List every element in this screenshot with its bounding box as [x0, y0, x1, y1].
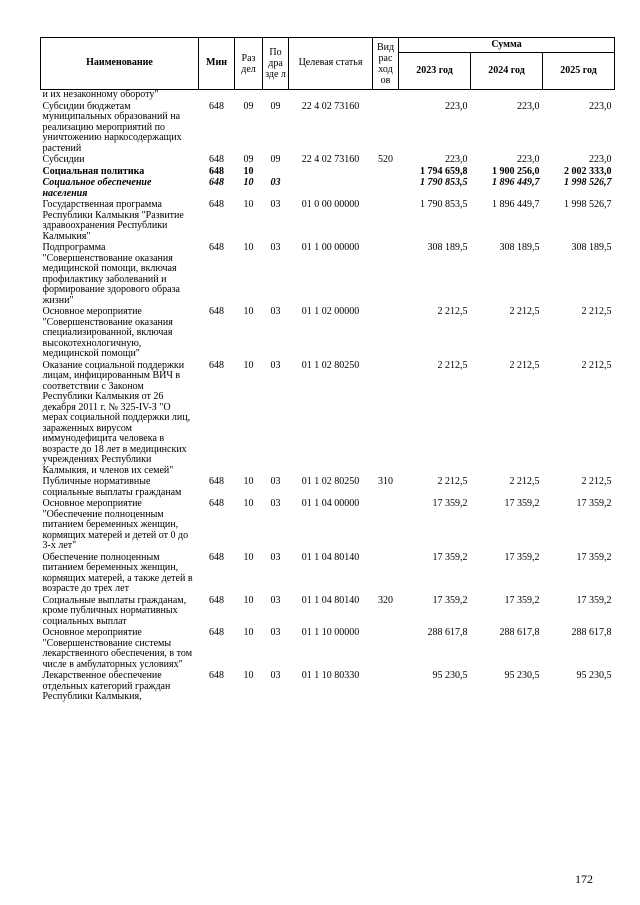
cell-2025 [543, 90, 615, 102]
cell-target: 01 1 04 80140 [301, 551, 360, 563]
cell-2024: 17 359,2 [504, 594, 540, 606]
cell-min: 648 [209, 177, 224, 188]
table-row [41, 596, 615, 629]
cell-vid [373, 671, 399, 704]
cell-target: 01 0 00 00000 [301, 199, 360, 210]
cell-vid [373, 499, 399, 553]
cell-target: 01 1 04 00000 [301, 498, 360, 509]
table-row [41, 671, 615, 704]
cell-vid [373, 553, 399, 596]
table-row [41, 477, 615, 499]
cell-target: 22 4 02 73160 [301, 154, 360, 165]
cell-target: 01 1 02 00000 [301, 306, 360, 317]
cell-target: 01 1 02 80250 [301, 476, 360, 487]
cell-target: 01 1 10 80330 [301, 670, 360, 681]
cell-2023: 1 790 853,5 [420, 199, 468, 210]
cell-razdel: 10 [243, 199, 254, 210]
cell-2025: 1 998 526,7 [564, 177, 612, 188]
cell-2025: 17 359,2 [576, 551, 612, 563]
cell-podrazdel: 03 [270, 199, 281, 210]
cell-2023: 17 359,2 [432, 594, 468, 606]
cell-2023: 223,0 [445, 100, 468, 112]
cell-podrazdel: 03 [270, 242, 281, 253]
cell-razdel: 09 [243, 154, 254, 165]
table-row [41, 178, 615, 200]
cell-podrazdel [263, 90, 289, 102]
cell-vid [373, 167, 399, 179]
cell-podrazdel: 03 [270, 359, 281, 371]
cell-razdel: 10 [243, 306, 254, 317]
cell-2023 [399, 90, 471, 102]
cell-target: 22 4 02 73160 [301, 100, 360, 112]
cell-2024: 17 359,2 [504, 551, 540, 563]
cell-min: 648 [209, 306, 224, 317]
cell-2025: 2 212,5 [581, 476, 612, 487]
cell-target: 01 1 04 80140 [301, 594, 360, 606]
cell-min: 648 [209, 627, 224, 638]
cell-vid: 520 [378, 154, 393, 165]
cell-razdel: 10 [243, 242, 254, 253]
header-podrazdel: По дра зде л [263, 38, 289, 90]
cell-2023: 288 617,8 [427, 627, 468, 638]
cell-2023: 95 230,5 [432, 670, 468, 681]
budget-table-page [40, 37, 614, 704]
table-row [41, 243, 615, 307]
cell-podrazdel: 03 [270, 177, 281, 188]
cell-razdel: 10 [243, 476, 254, 487]
header-vid: Вид рас ход ов [373, 38, 399, 90]
cell-2023: 2 212,5 [437, 476, 468, 487]
cell-2023: 1 790 853,5 [420, 177, 468, 188]
table-header [41, 38, 615, 90]
header-sum: Сумма [399, 38, 615, 53]
cell-2025: 2 212,5 [581, 359, 612, 371]
table-row [41, 155, 615, 167]
header-year-2025: 2025 год [543, 53, 615, 90]
cell-razdel: 10 [243, 498, 254, 509]
cell-2024: 288 617,8 [499, 627, 540, 638]
cell-vid [373, 361, 399, 478]
cell-name: Социальные выплаты гражданам, кроме публичных нормативных социальных выплат [42, 594, 187, 627]
cell-razdel: 09 [243, 100, 254, 112]
cell-2025: 2 212,5 [581, 306, 612, 317]
cell-podrazdel: 03 [270, 594, 281, 606]
cell-min: 648 [209, 199, 224, 210]
cell-name: Публичные нормативные социальные выплаты гражданам [42, 476, 182, 498]
cell-vid [373, 178, 399, 200]
header-razdel: Раз дел [235, 38, 263, 90]
table-row [41, 200, 615, 243]
header-target: Целевая статья [289, 38, 373, 90]
cell-2024: 308 189,5 [499, 242, 540, 253]
cell-razdel: 10 [243, 670, 254, 681]
cell-name: Государственная программа Республики Калмыкия "Развитие здравоохранения Республики Калмыкия" [42, 199, 184, 242]
cell-vid [373, 90, 399, 102]
cell-vid [373, 200, 399, 243]
cell-razdel: 10 [243, 359, 254, 371]
cell-min [199, 90, 235, 102]
table-row [41, 361, 615, 478]
cell-podrazdel: 03 [270, 498, 281, 509]
cell-2023: 17 359,2 [432, 498, 468, 509]
cell-podrazdel: 03 [270, 627, 281, 638]
cell-min: 648 [209, 551, 224, 563]
cell-name: Подпрограмма "Совершенствование оказания медицинской помощи, включая профилактику заболеваний и формирование здорового образа жизни" [42, 242, 180, 306]
cell-razdel: 10 [243, 165, 254, 177]
cell-vid [373, 628, 399, 671]
cell-min: 648 [209, 476, 224, 487]
cell-2025: 1 998 526,7 [564, 199, 612, 210]
cell-min: 648 [209, 165, 224, 177]
cell-target: 01 1 10 00000 [301, 627, 360, 638]
cell-name: Субсидии бюджетам муниципальных образований на реализацию мероприятий по уничтожению наркосодержащих растений [42, 100, 182, 154]
cell-razdel: 10 [243, 551, 254, 563]
header-year-2023: 2023 год [399, 53, 471, 90]
cell-podrazdel: 03 [270, 670, 281, 681]
table-row [41, 553, 615, 596]
cell-min: 648 [209, 670, 224, 681]
cell-name: Обеспечение полноценным питанием беременных женщин, кормящих матерей, а также детей в возрасте до трех лет [42, 551, 193, 594]
cell-razdel: 10 [243, 627, 254, 638]
header-year-2024: 2024 год [471, 53, 543, 90]
cell-target [289, 178, 373, 200]
page-number: 172 [575, 872, 593, 886]
cell-name: и их незаконному обороту" [42, 89, 159, 100]
cell-2023: 308 189,5 [427, 242, 468, 253]
header-name: Наименование [41, 38, 199, 90]
cell-razdel: 10 [243, 177, 254, 188]
cell-podrazdel: 09 [270, 154, 281, 165]
budget-table [40, 37, 615, 704]
cell-2024: 1 896 449,7 [492, 177, 540, 188]
table-row [41, 102, 615, 156]
cell-podrazdel: 03 [270, 306, 281, 317]
cell-2025: 223,0 [589, 100, 612, 112]
cell-2023: 17 359,2 [432, 551, 468, 563]
cell-podrazdel: 03 [270, 551, 281, 563]
cell-2025: 308 189,5 [571, 242, 612, 253]
cell-2024: 223,0 [517, 100, 540, 112]
cell-2024: 223,0 [517, 154, 540, 165]
cell-name: Основное мероприятие "Совершенствование оказания специализированной, включая высокотехнологичную, медицинской помощи" [42, 306, 173, 359]
table-row [41, 628, 615, 671]
cell-2025: 17 359,2 [576, 594, 612, 606]
cell-min: 648 [209, 100, 224, 112]
cell-2024: 17 359,2 [504, 498, 540, 509]
cell-2024: 2 212,5 [509, 306, 540, 317]
cell-vid [373, 307, 399, 361]
cell-vid [373, 243, 399, 307]
cell-2023: 223,0 [445, 154, 468, 165]
cell-2024: 2 212,5 [509, 359, 540, 371]
cell-min: 648 [209, 594, 224, 606]
cell-2024: 95 230,5 [504, 670, 540, 681]
cell-name: Основное мероприятие "Обеспечение полноценным питанием беременных женщин, кормящих матерей и детей от 0 до 3-х лет" [42, 498, 189, 551]
cell-2023: 2 212,5 [437, 306, 468, 317]
table-body [41, 90, 615, 704]
cell-name: Основное мероприятие "Совершенствование системы лекарственного обеспечения, в том числе в амбулаторных условиях" [42, 627, 193, 670]
cell-name: Лекарственное обеспечение отдельных категорий граждан Республики Калмыкия, [42, 670, 171, 702]
cell-2025: 223,0 [589, 154, 612, 165]
cell-name: Оказание социальной поддержки лицам, инфицированным ВИЧ в соответствии с Законом Республики Калмыкия от 26 декабря 2011 г. № 325-IV-З "О мерах социальной поддержки лиц, зараженных вирусом иммунодефицита человека в возрасте до 18 лет в медицинских учреждениях Республики Калмыкия, и членов их семей" [42, 359, 191, 476]
cell-min: 648 [209, 154, 224, 165]
table-row [41, 499, 615, 553]
cell-2024: 1 896 449,7 [492, 199, 540, 210]
cell-2024 [471, 90, 543, 102]
cell-target [289, 90, 373, 102]
cell-2024: 2 212,5 [509, 476, 540, 487]
cell-podrazdel: 09 [270, 100, 281, 112]
cell-razdel [235, 90, 263, 102]
cell-target: 01 1 00 00000 [301, 242, 360, 253]
cell-2024: 1 900 256,0 [492, 165, 540, 177]
cell-target: 01 1 02 80250 [301, 359, 360, 371]
cell-2023: 1 794 659,8 [420, 165, 468, 177]
cell-podrazdel: 03 [270, 476, 281, 487]
cell-vid: 320 [378, 594, 393, 606]
cell-2023: 2 212,5 [437, 359, 468, 371]
cell-name: Социальное обеспечение населения [42, 177, 152, 199]
table-row [41, 307, 615, 361]
header-min: Мин [199, 38, 235, 90]
cell-razdel: 10 [243, 594, 254, 606]
cell-min: 648 [209, 242, 224, 253]
cell-min: 648 [209, 359, 224, 371]
table-row [41, 90, 615, 102]
cell-2025: 288 617,8 [571, 627, 612, 638]
cell-name: Субсидии [42, 154, 85, 165]
cell-name: Социальная политика [42, 165, 145, 177]
cell-min: 648 [209, 498, 224, 509]
cell-vid [373, 102, 399, 156]
cell-vid: 310 [378, 476, 393, 487]
cell-2025: 2 002 333,0 [564, 165, 612, 177]
cell-2025: 17 359,2 [576, 498, 612, 509]
cell-target [289, 167, 373, 179]
cell-2025: 95 230,5 [576, 670, 612, 681]
